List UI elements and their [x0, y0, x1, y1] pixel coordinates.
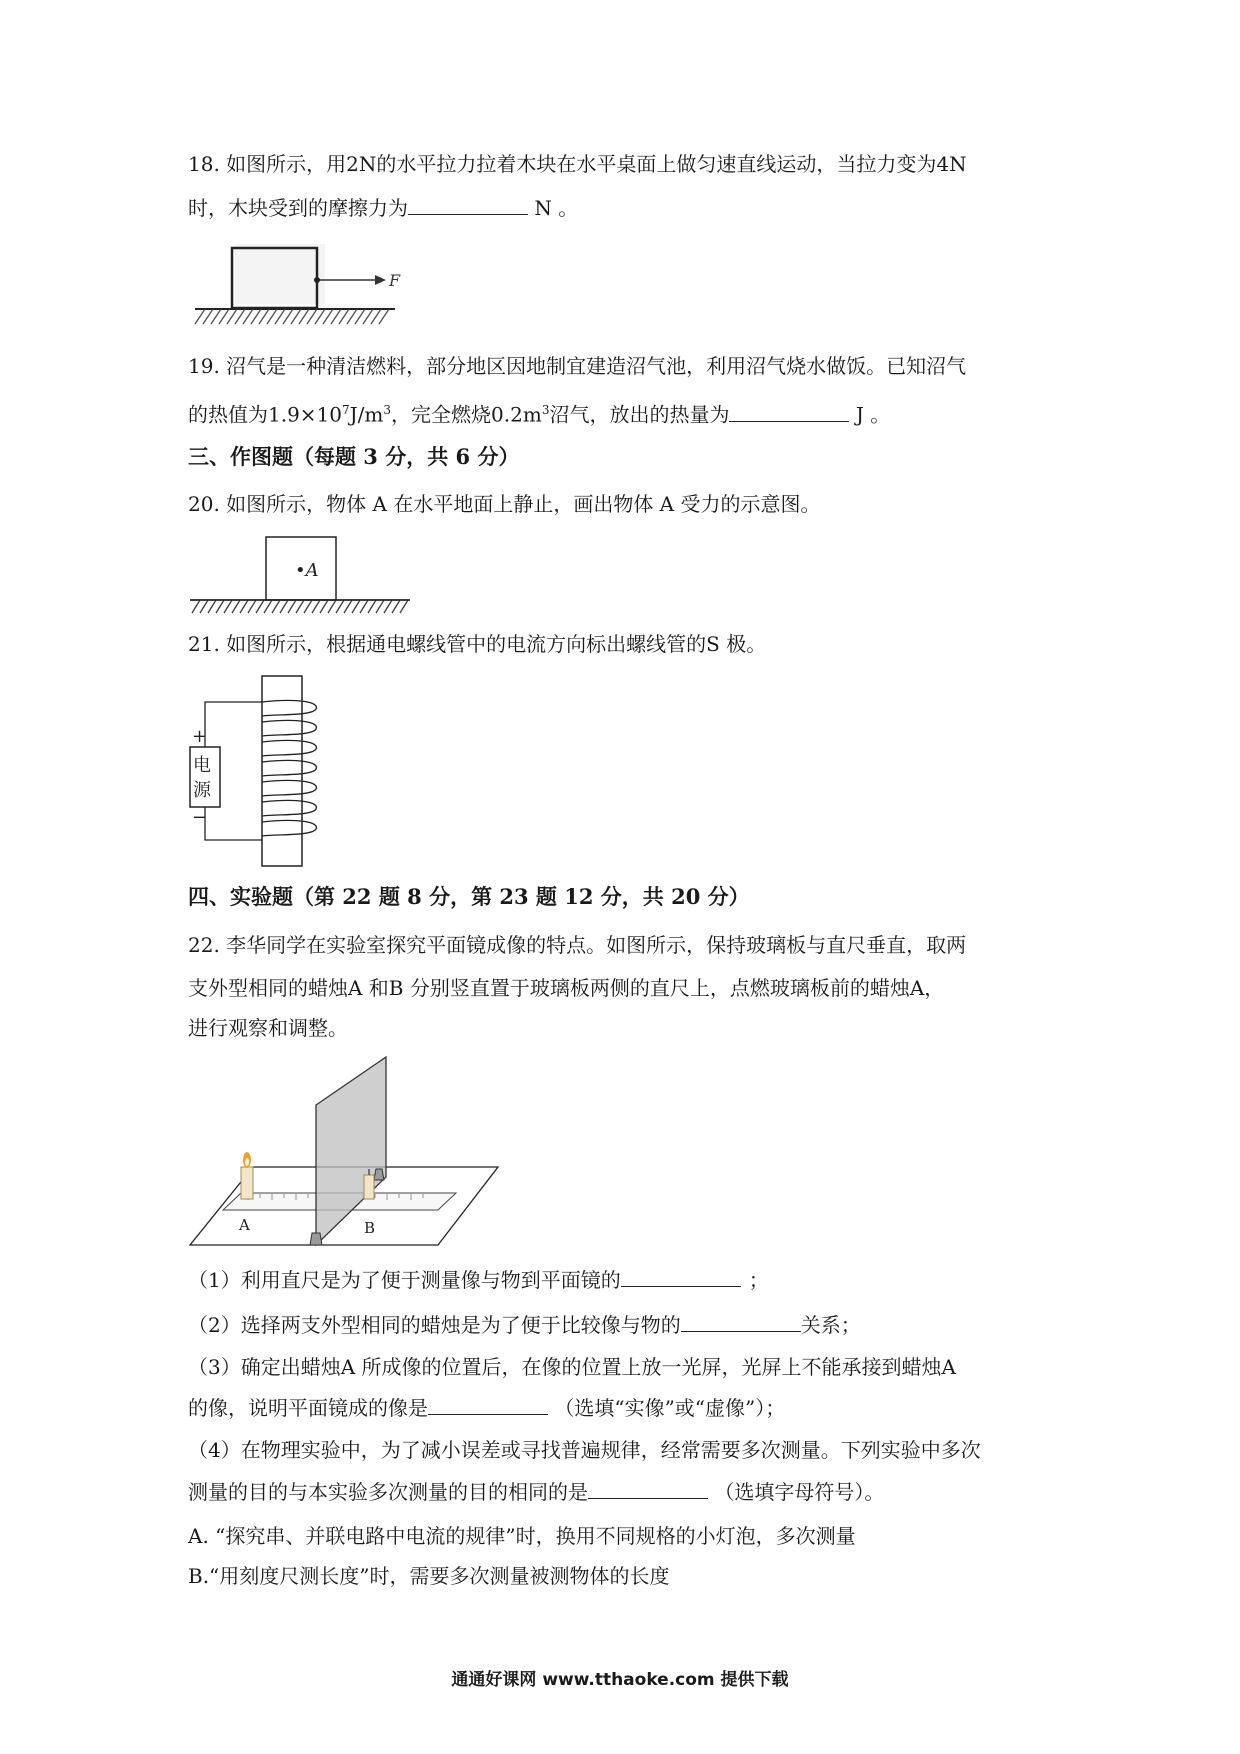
plus-sign: +: [192, 726, 208, 747]
answer-blank: [621, 1266, 741, 1287]
q22-part2-end: 关系；: [800, 1313, 861, 1337]
object-a-label: •A: [295, 560, 319, 581]
answer-blank: [588, 1478, 708, 1499]
q19-unit: J/m: [349, 402, 384, 427]
q22-part1-end: ；: [748, 1268, 769, 1292]
answer-blank: [681, 1311, 801, 1332]
q22-part4-line1: （4）在物理实验中，为了减小误差或寻找普遍规律，经常需要多次测量。下列实验中多次: [188, 1438, 981, 1462]
q18-line1: 18. 如图所示，用2N的水平拉力拉着木块在水平桌面上做匀速直线运动，当拉力变为4N: [188, 152, 967, 176]
q22-part2-text: （2）选择两支外型相同的蜡烛是为了便于比较像与物的: [188, 1313, 681, 1337]
power-label-1: 电: [193, 755, 211, 776]
q19-unit-exponent: 3: [383, 403, 392, 417]
q20-object-figure: [188, 535, 413, 615]
force-label: F: [389, 271, 401, 290]
answer-blank: [729, 401, 849, 422]
q19-answer-unit: J 。: [855, 402, 891, 427]
candle-a-label: A: [239, 1216, 250, 1234]
q19-question: 沼气，放出的热量为: [549, 402, 730, 427]
q19-volume: ，完全燃烧0.2m: [391, 402, 542, 427]
minus-sign: −: [192, 807, 208, 828]
q22-part3-line1: （3）确定出蜡烛A 所成像的位置后，在像的位置上放一光屏，光屏上不能承接到蜡烛A: [188, 1355, 956, 1379]
q19-line1: 19. 沼气是一种清洁燃料，部分地区因地制宜建造沼气池，利用沼气烧水做饭。已知沼气: [188, 354, 967, 378]
q22-option-a: A. “探究串、并联电路中电流的规律”时，换用不同规格的小灯泡，多次测量: [188, 1524, 856, 1548]
q22-option-b: B.“用刻度尺测长度”时，需要多次测量被测物体的长度: [188, 1564, 670, 1588]
q22-part1-text: （1）利用直尺是为了便于测量像与物到平面镜的: [188, 1268, 621, 1292]
q19-exponent: 7: [342, 403, 350, 417]
q19-line2: [188, 396, 890, 429]
q22-part3-end: （选填“实像”或“虚像”）；: [554, 1396, 786, 1420]
q22-part4-text: 测量的目的与本实验多次测量的目的相同的是: [188, 1480, 588, 1504]
q18-block-figure: [190, 238, 405, 338]
page-footer: 通通好课网 www.tthaoke.com 提供下载: [451, 1670, 789, 1690]
q18-line2: [188, 194, 578, 222]
section-3-heading: 三、作图题（每题 3 分，共 6 分）: [188, 444, 520, 469]
q21-solenoid-figure: [188, 672, 328, 872]
q18-unit: N 。: [534, 196, 579, 220]
q22-part3-text: 的像，说明平面镜成的像是: [188, 1396, 428, 1420]
q22-line2: 支外型相同的蜡烛A 和B 分别竖直置于玻璃板两侧的直尺上，点燃玻璃板前的蜡烛A，: [188, 976, 945, 1000]
q18-line2-text: 时，木块受到的摩擦力为: [188, 196, 408, 220]
q20-text: 20. 如图所示，物体 A 在水平地面上静止，画出物体 A 受力的示意图。: [188, 492, 821, 516]
q19-heat-value: 的热值为1.9×10: [188, 402, 343, 427]
section-4-heading: 四、实验题（第 22 题 8 分，第 23 题 12 分，共 20 分）: [188, 884, 750, 909]
q22-part1: [188, 1266, 769, 1294]
answer-blank: [408, 194, 528, 215]
q22-line3: 进行观察和调整。: [188, 1016, 348, 1040]
q19-volume-exponent: 3: [541, 403, 550, 417]
q22-part4-line2: [188, 1478, 884, 1506]
power-label-2: 源: [193, 780, 211, 801]
q22-part2: [188, 1311, 861, 1339]
q22-line1: 22. 李华同学在实验室探究平面镜成像的特点。如图所示，保持玻璃板与直尺垂直，取两: [188, 933, 967, 957]
q21-text: 21. 如图所示，根据通电螺线管中的电流方向标出螺线管的S 极。: [188, 632, 767, 656]
candle-b-label: B: [364, 1219, 376, 1237]
q22-part3-line2: [188, 1394, 785, 1422]
answer-blank: [428, 1394, 548, 1415]
q22-mirror-experiment-figure: [188, 1055, 508, 1255]
q22-part4-end: （选填字母符号）。: [714, 1480, 885, 1504]
